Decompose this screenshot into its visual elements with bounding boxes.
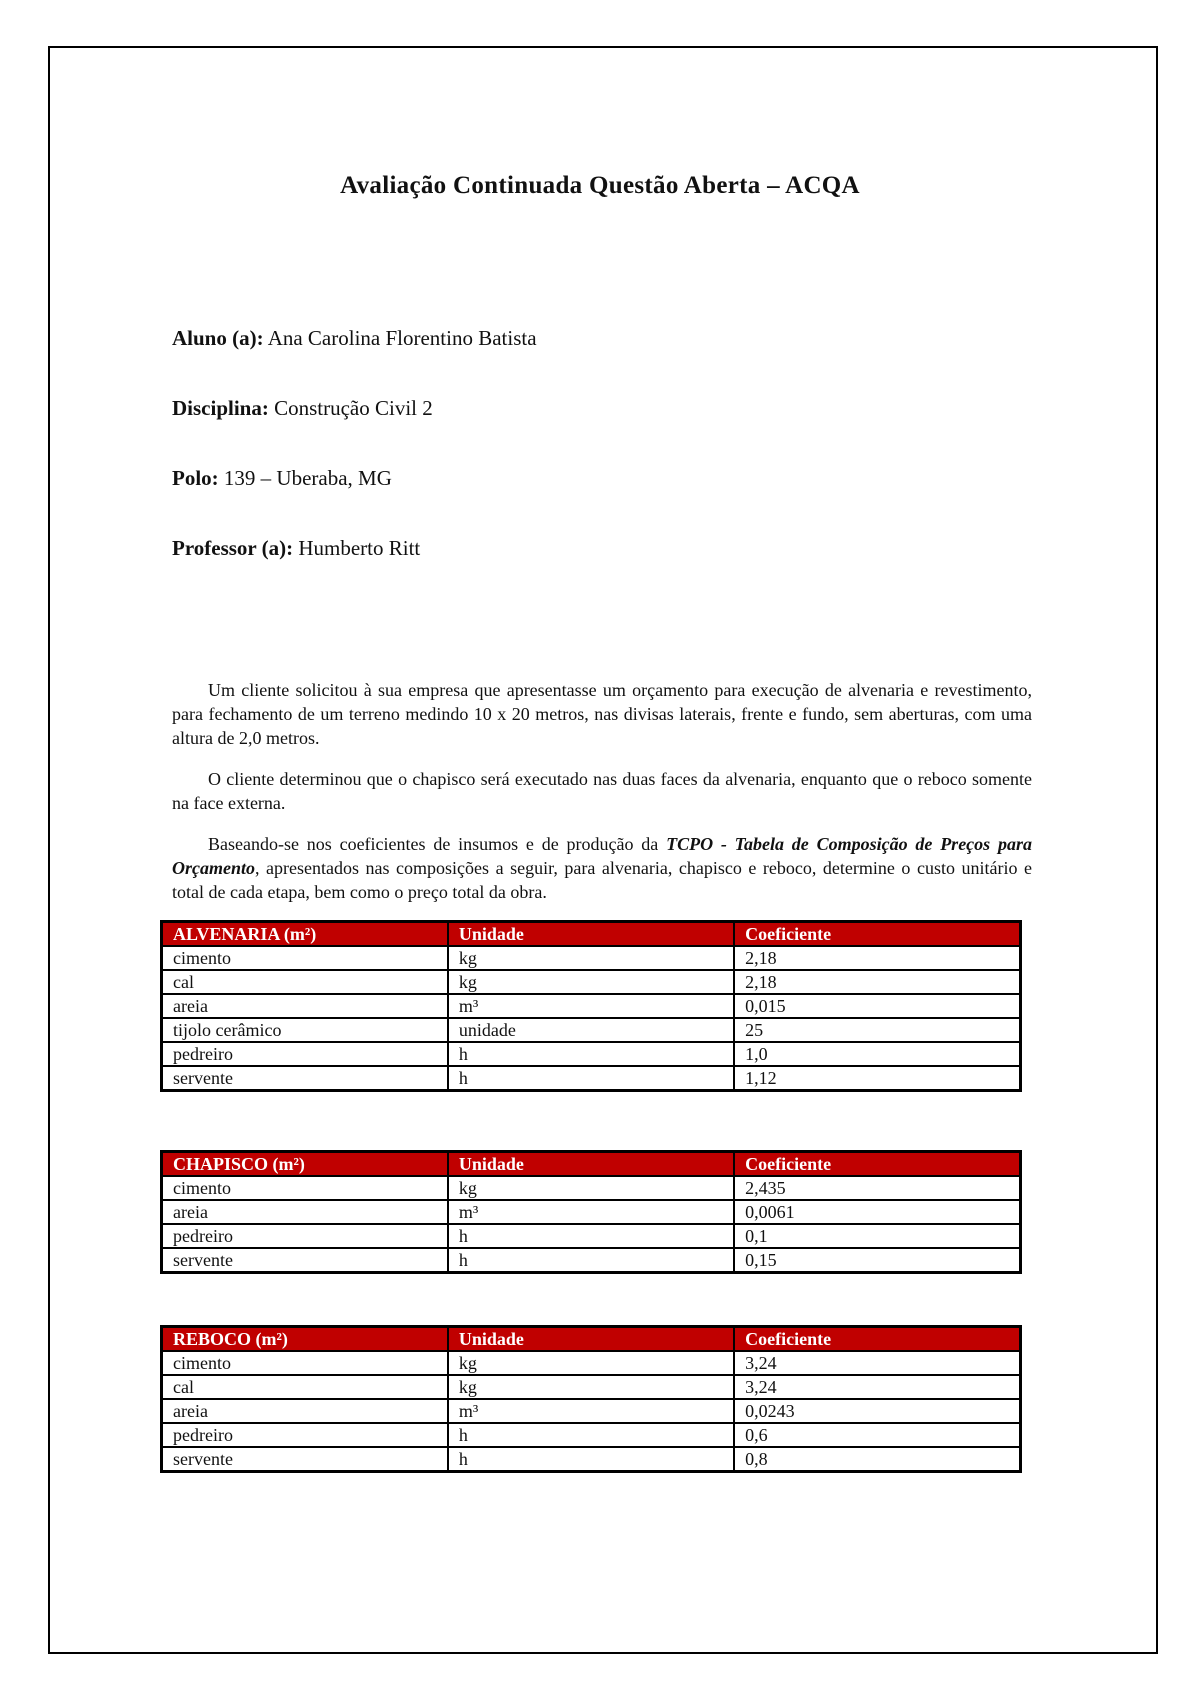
table-header-cell: Unidade [448,1327,734,1352]
table-cell: pedreiro [162,1042,448,1066]
table-cell: cimento [162,1351,448,1375]
table-row [162,1447,1021,1472]
table-cell: kg [448,1176,734,1200]
paragraph-2: O cliente determinou que o chapisco será executado nas duas faces da alvenaria, enquanto que o reboco somente na face externa. [172,769,1032,813]
table-cell: areia [162,994,448,1018]
table-cell: kg [448,970,734,994]
table-row [162,1423,1021,1447]
table-row [162,994,1021,1018]
table-row [162,1351,1021,1375]
table-cell: h [448,1447,734,1472]
table-cell: 3,24 [734,1351,1020,1375]
table-header-row [162,1327,1021,1352]
table-cell: pedreiro [162,1224,448,1248]
professor-name: Humberto Ritt [298,536,421,560]
table-header-row [162,1152,1021,1177]
campus-label: Polo: [172,466,219,490]
student-name: Ana Carolina Florentino Batista [267,326,537,350]
table-row [162,1399,1021,1423]
table-row [162,1018,1021,1042]
professor-line [172,536,420,561]
table-cell: areia [162,1200,448,1224]
table-row [162,1375,1021,1399]
table-cell: 0,15 [734,1248,1020,1273]
chapisco-table [160,1150,1022,1274]
paragraph-1: Um cliente solicitou à sua empresa que apresentasse um orçamento para execução de alvenaria e revestimento, para fechamento de um terreno medindo 10 x 20 metros, nas divisas laterais, frente e fundo, sem aberturas, com uma altura de 2,0 metros. [172,680,1032,748]
table-row [162,1200,1021,1224]
table-cell: 0,1 [734,1224,1020,1248]
student-line [172,326,537,351]
table-cell: h [448,1066,734,1091]
table-header-cell: REBOCO (m²) [162,1327,448,1352]
document-title: Avaliação Continuada Questão Aberta – ACQA [340,172,860,199]
table-header-cell: Coeficiente [734,1152,1020,1177]
table-cell: h [448,1248,734,1273]
table-cell: cal [162,1375,448,1399]
table-cell: m³ [448,1200,734,1224]
table-header-cell: Unidade [448,1152,734,1177]
table-cell: servente [162,1447,448,1472]
table-row [162,946,1021,970]
alvenaria-table [160,920,1022,1092]
table-cell: kg [448,946,734,970]
table-cell: kg [448,1351,734,1375]
table-cell: servente [162,1066,448,1091]
professor-label: Professor (a): [172,536,294,560]
table-cell: 1,0 [734,1042,1020,1066]
table-header-row [162,922,1021,947]
discipline-value: Construção Civil 2 [274,396,433,420]
table-row [162,1248,1021,1273]
table-cell: kg [448,1375,734,1399]
table-cell: h [448,1224,734,1248]
table-header-cell: Unidade [448,922,734,947]
table-cell: areia [162,1399,448,1423]
table-cell: 25 [734,1018,1020,1042]
table-row [162,1176,1021,1200]
table-cell: cimento [162,1176,448,1200]
reboco-table [160,1325,1022,1473]
table-cell: 2,18 [734,946,1020,970]
table-row [162,1224,1021,1248]
table-cell: 0,015 [734,994,1020,1018]
paragraph-3 [172,832,1032,904]
table-cell: m³ [448,994,734,1018]
table-cell: 1,12 [734,1066,1020,1091]
table-cell: 0,8 [734,1447,1020,1472]
table-cell: 0,6 [734,1423,1020,1447]
table-header-cell: Coeficiente [734,1327,1020,1352]
table-row [162,1042,1021,1066]
table-header-cell: CHAPISCO (m²) [162,1152,448,1177]
table-cell: unidade [448,1018,734,1042]
table-cell: 2,18 [734,970,1020,994]
table-cell: cal [162,970,448,994]
table-cell: tijolo cerâmico [162,1018,448,1042]
table-cell: cimento [162,946,448,970]
table-header-cell: ALVENARIA (m²) [162,922,448,947]
table-row [162,1066,1021,1091]
table-cell: pedreiro [162,1423,448,1447]
table-cell: 3,24 [734,1375,1020,1399]
table-cell: 2,435 [734,1176,1020,1200]
campus-value: 139 – Uberaba, MG [223,466,392,490]
campus-line [172,466,392,491]
tcpo-reference: TCPO - Tabela de Composição de Preços para Orçamento [172,834,1032,878]
table-cell: h [448,1423,734,1447]
table-cell: 0,0061 [734,1200,1020,1224]
table-cell: m³ [448,1399,734,1423]
discipline-line [172,396,433,421]
table-row [162,970,1021,994]
paragraph-3-intro: Baseando-se nos coeficientes de insumos e de produção da [208,834,667,854]
table-header-cell: Coeficiente [734,922,1020,947]
table-cell: servente [162,1248,448,1273]
table-cell: h [448,1042,734,1066]
table-cell: 0,0243 [734,1399,1020,1423]
paragraph-3-rest: , apresentados nas composições a seguir, para alvenaria, chapisco e reboco, determine o custo unitário e total de cada etapa, bem como o preço total da obra. [172,858,1032,902]
student-label: Aluno (a): [172,326,264,350]
discipline-label: Disciplina: [172,396,269,420]
